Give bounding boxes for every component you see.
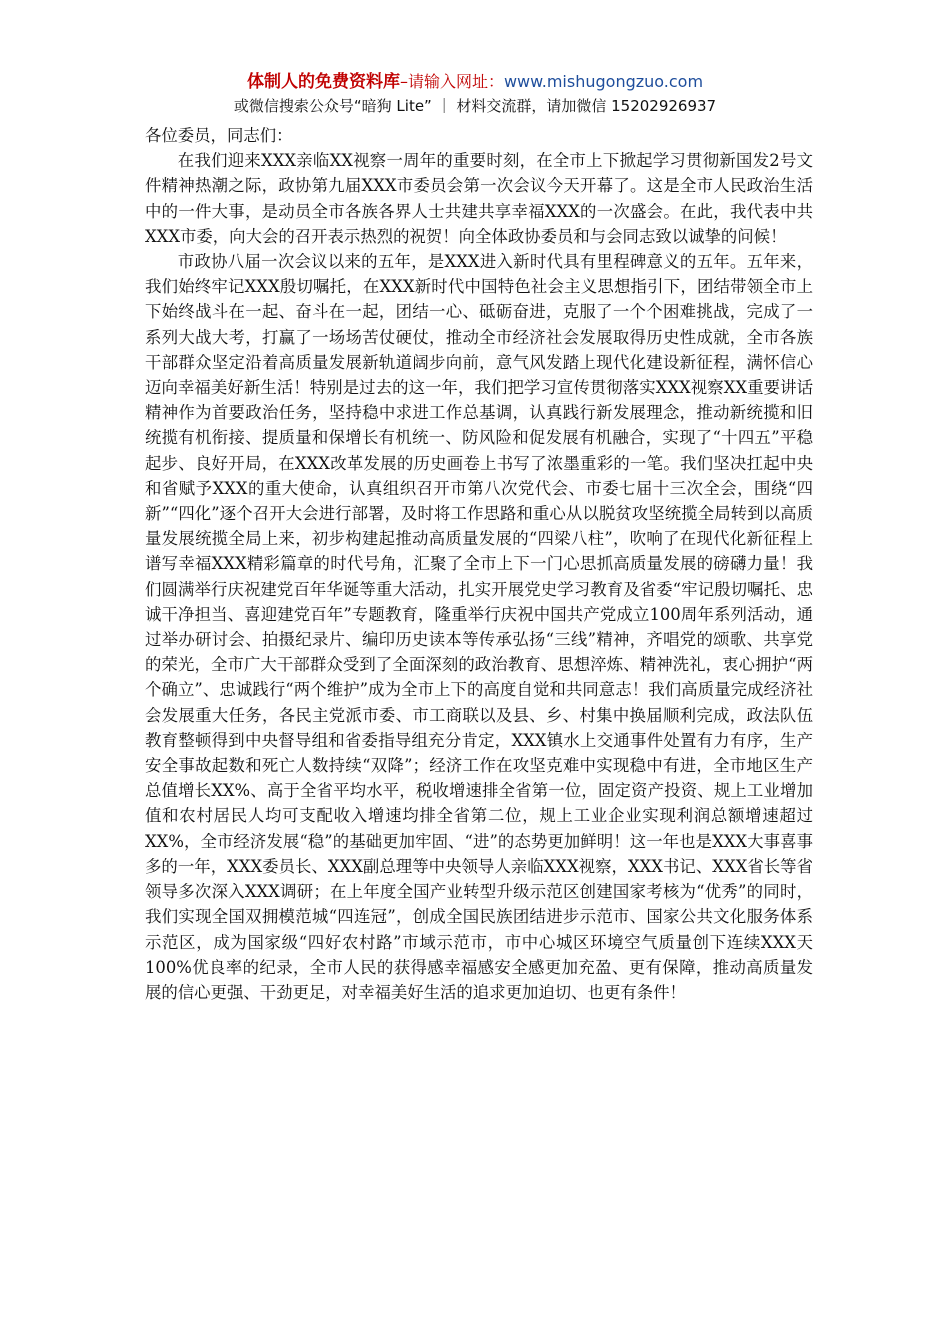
website-url[interactable]: www.mishugongzuo.com	[503, 72, 704, 91]
document-body	[145, 123, 813, 1005]
url-prompt: –请输入网址：	[399, 72, 504, 91]
salutation: 各位委员，同志们：	[145, 126, 293, 145]
brand-title: 体制人的免费资料库	[246, 72, 400, 92]
header-line-1	[0, 70, 950, 94]
header-line-2: 或微信搜索公众号“暗狗 Lite” ｜ 材料交流群，请加微信 15202926937	[233, 97, 717, 115]
paragraph-1: 在我们迎来XXX亲临XX视察一周年的重要时刻，在全市上下掀起学习贯彻新国发2号文件精神热潮之际，政协第九届XXX市委员会第一次会议今天开幕了。这是全市人民政治生活中的一件大事，是动员全市各族各界人士共建共享幸福XXX的一次盛会。在此，我代表中共XXX市委，向大会的召开表示热烈的祝贺！向全体政协委员和与会同志致以诚挚的问候！	[145, 151, 813, 246]
paragraph-2: 市政协八届一次会议以来的五年，是XXX进入新时代具有里程碑意义的五年。五年来，我们始终牢记XXX殷切嘱托，在XXX新时代中国特色社会主义思想指引下，团结带领全市上下始终战斗在一起、奋斗在一起，团结一心、砥砺奋进，克服了一个个困难挑战，完成了一系列大战大考，打赢了一场场苦仗硬仗，推动全市经济社会发展取得历史性成就，全市各族干部群众坚定沿着高质量发展新轨道阔步向前，意气风发踏上现代化建设新征程，满怀信心迈向幸福美好新生活！特别是过去的这一年，我们把学习宣传贯彻落实XXX视察XX重要讲话精神作为首要政治任务，坚持稳中求进工作总基调，认真践行新发展理念，推动新统揽和旧统揽有机衔接、提质量和保增长有机统一、防风险和促发展有机融合，实现了“十四五”平稳起步、良好开局，在XXX改革发展的历史画卷上书写了浓墨重彩的一笔。我们坚决扛起中央和省赋予XXX的重大使命，认真组织召开市第八次党代会、市委七届十三次全会，围绕“四新”“四化”逐个召开大会进行部署，及时将工作思路和重心从以脱贫攻坚统揽全局转到以高质量发展统揽全局上来，初步构建起推动高质量发展的“四梁八柱”，吹响了在现代化新征程上谱写幸福XXX精彩篇章的时代号角，汇聚了全市上下一门心思抓高质量发展的磅礴力量！我们圆满举行庆祝建党百年华诞等重大活动，扎实开展党史学习教育及省委“牢记殷切嘱托、忠诚干净担当、喜迎建党百年”专题教育，隆重举行庆祝中国共产党成立100周年系列活动，通过举办研讨会、拍摄纪录片、编印历史读本等传承弘扬“三线”精神，齐唱党的颂歌、共享党的荣光，全市广大干部群众受到了全面深刻的政治教育、思想淬炼、精神洗礼，衷心拥护“两个确立”、忠诚践行“两个维护”成为全市上下的高度自觉和共同意志！我们高质量完成经济社会发展重大任务，各民主党派市委、市工商联以及县、乡、村集中换届顺利完成，政法队伍教育整顿得到中央督导组和省委指导组充分肯定，XXX镇水上交通事件处置有力有序，生产安全事故起数和死亡人数持续“双降”；经济工作在攻坚克难中实现稳中有进，全市地区生产总值增长XX%、高于全省平均水平，税收增速排全省第一位，固定资产投资、规上工业增加值和农村居民人均可支配收入增速均排全省第二位，规上工业企业实现利润总额增速超过XX%，全市经济发展“稳”的基础更加牢固、“进”的态势更加鲜明！这一年也是XXX大事喜事多的一年，XXX委员长、XXX副总理等中央领导人亲临XXX视察，XXX书记、XXX省长等省领导多次深入XXX调研；在上年度全国产业转型升级示范区创建国家考核为“优秀”的同时，我们实现全国双拥模范城“四连冠”，创成全国民族团结进步示范市、国家公共文化服务体系示范区，成为国家级“四好农村路”市域示范市，市中心城区环境空气质量创下连续XXX天100%优良率的纪录，全市人民的获得感幸福感安全感更加充盈、更有保障，推动高质量发展的信心更强、干劲更足，对幸福美好生活的追求更加迫切、也更有条件！	[145, 252, 813, 1002]
page-header	[0, 70, 950, 118]
